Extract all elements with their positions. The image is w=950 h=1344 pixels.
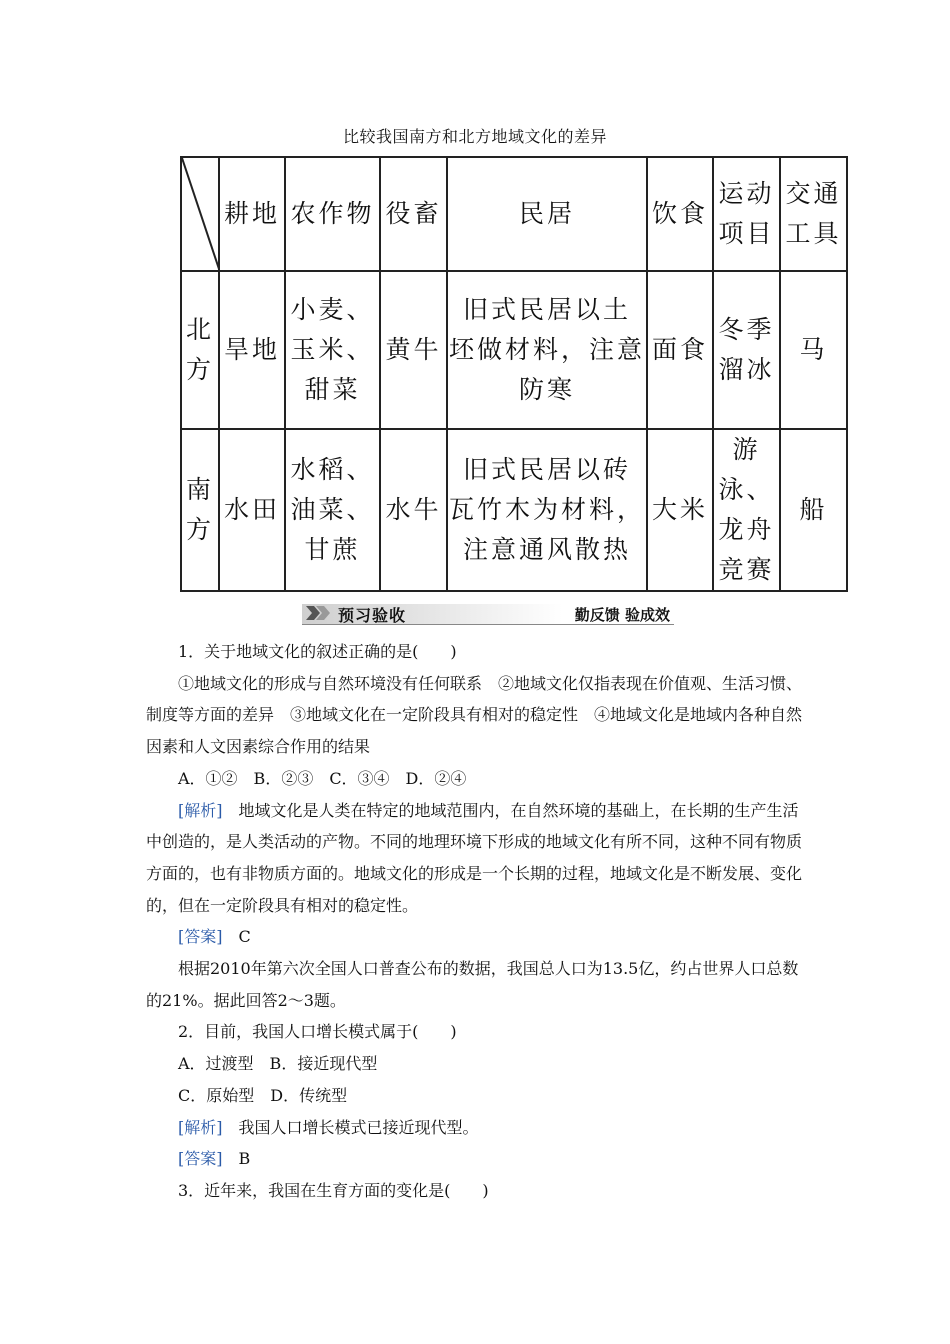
south-land: 水田 xyxy=(219,429,285,591)
header-sport xyxy=(713,157,780,271)
region-north xyxy=(181,271,219,429)
south-sport xyxy=(713,429,780,591)
page-title: 比较我国南方和北方地域文化的差异 xyxy=(342,127,607,146)
north-transport: 马 xyxy=(780,271,847,429)
region-south-char1: 南 xyxy=(185,475,214,504)
question-2: 2．目前，我国人口增长模式属于( ) xyxy=(178,1022,457,1042)
answer-tag: [答案] xyxy=(178,1149,223,1169)
north-crop-3: 甜菜 xyxy=(304,375,361,404)
header-food: 饮食 xyxy=(647,157,713,271)
question-1: 1．关于地域文化的叙述正确的是( ) xyxy=(178,642,457,661)
table-row-north xyxy=(181,271,847,429)
north-food: 面食 xyxy=(647,271,713,429)
answer-text: B xyxy=(238,1149,251,1169)
region-south-char2: 方 xyxy=(185,515,214,544)
south-crops xyxy=(285,429,380,591)
south-crop-2: 油菜、 xyxy=(290,495,375,524)
north-animal: 黄牛 xyxy=(380,271,447,429)
region-south xyxy=(181,429,219,591)
south-sport-line3: 竞赛 xyxy=(718,555,775,584)
header-transport-line1: 交通 xyxy=(785,179,842,208)
south-sport-line2: 龙舟 xyxy=(718,515,775,544)
header-crops: 农作物 xyxy=(285,157,380,271)
north-sport-line1: 冬季 xyxy=(718,315,775,344)
question-3: 3．近年来，我国在生育方面的变化是( ) xyxy=(178,1180,489,1200)
south-sport-line1: 游泳、 xyxy=(718,435,775,504)
question-1-answer xyxy=(146,921,808,953)
question-1-choices: A．①② B．②③ C．③④ D．②④ xyxy=(178,768,467,788)
question-2-choices-line1: A．过渡型 B．接近现代型 xyxy=(178,1054,378,1074)
analysis-tag: [解析] xyxy=(178,1117,223,1137)
question-content xyxy=(146,636,808,1207)
north-housing-line2: 坯做材料，注意 xyxy=(448,335,645,364)
answer-text: C xyxy=(238,927,251,947)
answer-tag: [答案] xyxy=(178,927,223,947)
south-crop-1: 水稻、 xyxy=(290,455,375,484)
banner-slogan: 勤反馈 验成效 xyxy=(574,606,670,624)
north-crops xyxy=(285,271,380,429)
south-transport: 船 xyxy=(780,429,847,591)
header-sport-line2: 项目 xyxy=(718,219,775,248)
south-housing-line2: 瓦竹木为材料， xyxy=(448,495,645,524)
question-2-answer xyxy=(146,1143,808,1175)
table-row-south xyxy=(181,429,847,591)
questions-2-3-intro: 根据2010年第六次全国人口普查公布的数据，我国总人口为13.5亿，约占世界人口总数的21%。据此回答2～3题。 xyxy=(146,959,799,1010)
north-housing-line1: 旧式民居以土 xyxy=(462,295,631,324)
question-1-statements: ①地域文化的形成与自然环境没有任何联系 ②地域文化仅指表现在价值观、生活习惯、制度等方面的差异 ③地域文化在一定阶段具有相对的稳定性 ④地域文化是地域内各种自然因素和人文因素综合作用的结果 xyxy=(146,673,803,757)
north-land: 旱地 xyxy=(219,271,285,429)
north-sport-line2: 溜冰 xyxy=(718,355,775,384)
north-crop-1: 小麦、 xyxy=(290,295,375,324)
region-north-char2: 方 xyxy=(185,355,214,384)
south-crop-3: 甘蔗 xyxy=(304,535,361,564)
table-header-row xyxy=(181,157,847,271)
double-chevron-icon xyxy=(304,602,334,624)
question-2-choices-line2: C．原始型 D．传统型 xyxy=(178,1085,348,1105)
banner-title: 预习验收 xyxy=(338,606,407,625)
header-sport-line1: 运动 xyxy=(718,179,775,208)
question-2-analysis xyxy=(146,1112,808,1144)
comparison-table xyxy=(180,156,848,592)
question-1-analysis xyxy=(146,795,808,922)
south-housing-line3: 注意通风散热 xyxy=(462,535,631,564)
section-banner xyxy=(280,600,676,626)
north-sport xyxy=(713,271,780,429)
header-animal: 役畜 xyxy=(380,157,447,271)
region-north-char1: 北 xyxy=(185,315,214,344)
analysis-text: 地域文化是人类在特定的地域范围内，在自然环境的基础上，在长期的生产生活中创造的，是人类活动的产物。不同的地理环境下形成的地域文化有所不同，这种不同有物质方面的，也有非物质方面的。地域文化的形成是一个长期的过程，地域文化是不断发展、变化的，但在一定阶段具有相对的稳定性。 xyxy=(146,800,803,915)
header-land: 耕地 xyxy=(219,157,285,271)
north-housing xyxy=(447,271,647,429)
north-crop-2: 玉米、 xyxy=(290,335,375,364)
diagonal-line-icon xyxy=(182,158,220,272)
south-housing xyxy=(447,429,647,591)
north-housing-line3: 防寒 xyxy=(518,375,575,404)
analysis-tag: [解析] xyxy=(178,800,223,820)
analysis-text: 我国人口增长模式已接近现代型。 xyxy=(238,1117,479,1137)
header-transport-line2: 工具 xyxy=(785,219,842,248)
header-housing: 民居 xyxy=(447,157,647,271)
south-food: 大米 xyxy=(647,429,713,591)
header-transport xyxy=(780,157,847,271)
south-animal: 水牛 xyxy=(380,429,447,591)
diagonal-corner-cell xyxy=(181,157,219,271)
south-housing-line1: 旧式民居以砖 xyxy=(462,455,631,484)
